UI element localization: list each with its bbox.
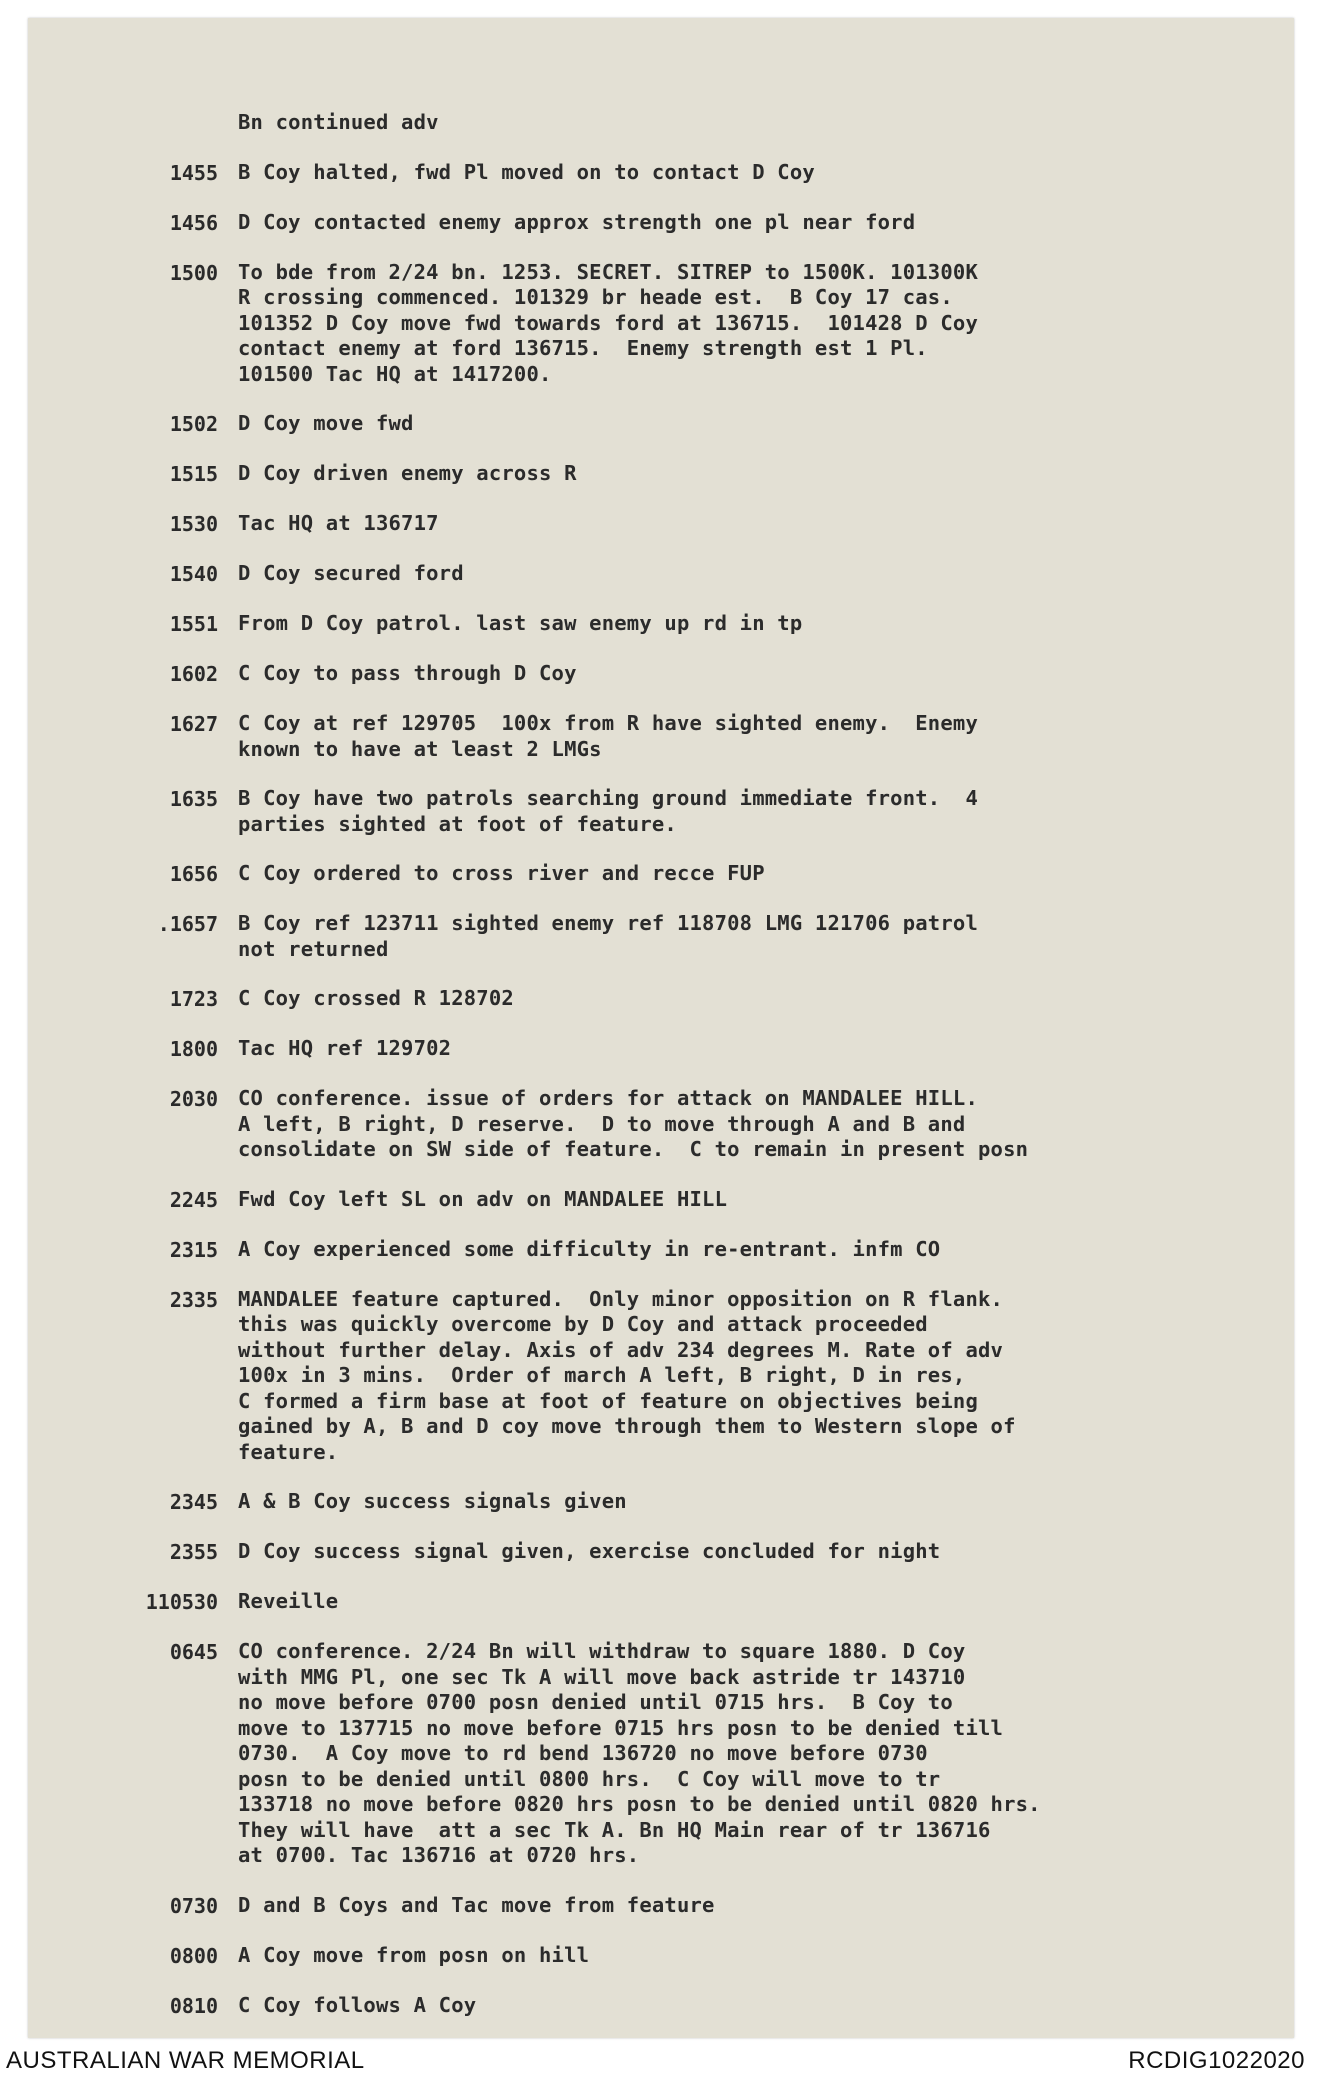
log-entry xyxy=(28,1237,1294,1263)
log-entry xyxy=(28,110,1294,136)
entry-time: 1530 xyxy=(169,512,218,536)
entry-time: 1551 xyxy=(169,612,218,636)
entry-time: 0730 xyxy=(169,1893,218,1918)
log-entry xyxy=(28,1589,1294,1615)
log-entry xyxy=(28,911,1294,962)
log-entry xyxy=(28,1893,1294,1919)
log-entry xyxy=(28,711,1294,762)
entry-time: 110530 xyxy=(145,1590,218,1614)
log-entry xyxy=(28,160,1294,186)
entry-text: D Coy secured ford xyxy=(238,561,464,585)
log-entry xyxy=(28,561,1294,587)
entry-text: C Coy follows A Coy xyxy=(238,1992,477,2017)
entry-time: 0800 xyxy=(169,1943,218,1968)
entry-text: From D Coy patrol. last saw enemy up rd in tp xyxy=(238,611,803,635)
entry-text: B Coy ref 123711 sighted enemy ref 118708 LMG 121706 patrol not returned xyxy=(238,911,978,961)
entry-text: A Coy experienced some difficulty in re-entrant. infm CO xyxy=(238,1236,941,1261)
log-entry xyxy=(28,661,1294,687)
war-diary-log xyxy=(28,110,1294,2038)
entry-time: 1723 xyxy=(169,987,218,1011)
entry-text: Tac HQ ref 129702 xyxy=(238,1036,452,1060)
entry-text: B Coy halted, fwd Pl moved on to contact D Coy xyxy=(238,159,815,184)
log-entry xyxy=(28,1943,1294,1969)
log-entry xyxy=(28,861,1294,887)
log-entry xyxy=(28,1287,1294,1466)
entry-time: 0645 xyxy=(169,1640,218,1664)
entry-time: 1540 xyxy=(169,562,218,586)
entry-text: D Coy contacted enemy approx strength one pl near ford xyxy=(238,209,916,234)
entry-text: Tac HQ at 136717 xyxy=(238,511,439,535)
archive-credit: AUSTRALIAN WAR MEMORIAL xyxy=(6,2047,365,2074)
entry-text: Reveille xyxy=(238,1589,339,1613)
record-id: RCDIG1022020 xyxy=(1128,2047,1305,2074)
log-entry xyxy=(28,986,1294,1012)
entry-text: C Coy crossed R 128702 xyxy=(238,986,514,1010)
log-entry xyxy=(28,260,1294,388)
entry-text: C Coy at ref 129705 100x from R have sighted enemy. Enemy known to have at least 2 LMGs xyxy=(238,711,978,761)
entry-text: D Coy driven enemy across R xyxy=(238,461,577,485)
log-entry xyxy=(28,411,1294,437)
log-entry xyxy=(28,1993,1294,2019)
entry-text: To bde from 2/24 bn. 1253. SECRET. SITREP to 1500K. 101300K R crossing commenced. 101329 br heade est. B Coy 17 cas. 101352 D Coy move fwd towards ford at 136715. 101428 D Coy contact enemy at ford 136715. Enemy strength est 1 Pl. 101500 Tac HQ at 1417200. xyxy=(238,259,978,386)
entry-time: 2245 xyxy=(169,1187,218,1212)
entry-text: C Coy to pass through D Coy xyxy=(238,661,577,685)
entry-text: B Coy have two patrols searching ground immediate front. 4 parties sighted at foot of feature. xyxy=(238,786,978,836)
entry-time: 1656 xyxy=(169,862,218,886)
log-entry xyxy=(28,210,1294,236)
entry-text: C Coy ordered to cross river and recce FUP xyxy=(238,861,765,885)
entry-time: 2030 xyxy=(169,1087,218,1111)
entry-time: 1635 xyxy=(169,787,218,811)
entry-text: Bn continued adv xyxy=(238,110,439,134)
entry-time: 1627 xyxy=(169,712,218,736)
document-page xyxy=(28,18,1294,2038)
entry-time: 1515 xyxy=(169,462,218,486)
log-entry xyxy=(28,511,1294,537)
log-entry xyxy=(28,1539,1294,1565)
entry-time: 2355 xyxy=(169,1540,218,1564)
entry-text: D Coy success signal given, exercise concluded for night xyxy=(238,1539,941,1563)
entry-time: 2345 xyxy=(169,1490,218,1514)
entry-text: CO conference. issue of orders for attack on MANDALEE HILL. A left, B right, D reserve. D to move through A and B and consolidate on SW side of feature. C to remain in present posn xyxy=(238,1086,1029,1161)
log-entry xyxy=(28,1187,1294,1213)
entry-time: .1657 xyxy=(157,912,218,936)
log-entry xyxy=(28,1639,1294,1869)
entry-time: 1800 xyxy=(169,1037,218,1061)
log-entry xyxy=(28,611,1294,637)
log-entry xyxy=(28,1489,1294,1515)
entry-time: 1455 xyxy=(169,160,218,185)
entry-text: MANDALEE feature captured. Only minor opposition on R flank. this was quickly overcome by D Coy and attack proceeded without further delay. Axis of adv 234 degrees M. Rate of adv 100x in 3 mins. Order of march A left, B right, D in res, C formed a firm base at foot of feature on objectives being gained by A, B and D coy move through them to Western slope of feature. xyxy=(238,1286,1016,1464)
entry-time: 1500 xyxy=(169,260,218,285)
entry-time: 2335 xyxy=(169,1287,218,1312)
entry-text: D and B Coys and Tac move from feature xyxy=(238,1892,715,1917)
entry-text: A & B Coy success signals given xyxy=(238,1489,627,1513)
entry-time: 2315 xyxy=(169,1237,218,1262)
entry-time: 1502 xyxy=(169,412,218,436)
entry-text: CO conference. 2/24 Bn will withdraw to square 1880. D Coy with MMG Pl, one sec Tk A will move back astride tr 143710 no move before 0700 posn denied until 0715 hrs. B Coy to move to 137715 no move before 0715 hrs posn to be denied till 0730. A Coy move to rd bend 136720 no move before 0730 posn to be denied until 0800 hrs. C Coy will move to tr 133718 no move before 0820 hrs posn to be denied until 0820 hrs. They will have att a sec Tk A. Bn HQ Main rear of tr 136716 at 0700. Tac 136716 at 0720 hrs. xyxy=(238,1639,1041,1867)
log-entry xyxy=(28,786,1294,837)
entry-time: 0810 xyxy=(169,1993,218,2018)
entry-time: 1456 xyxy=(169,210,218,235)
log-entry xyxy=(28,1036,1294,1062)
entry-text: Fwd Coy left SL on adv on MANDALEE HILL xyxy=(238,1186,728,1211)
entry-time: 1602 xyxy=(169,662,218,686)
entry-text: A Coy move from posn on hill xyxy=(238,1942,590,1967)
log-entry xyxy=(28,1086,1294,1163)
entry-text: D Coy move fwd xyxy=(238,411,414,435)
log-entry xyxy=(28,461,1294,487)
